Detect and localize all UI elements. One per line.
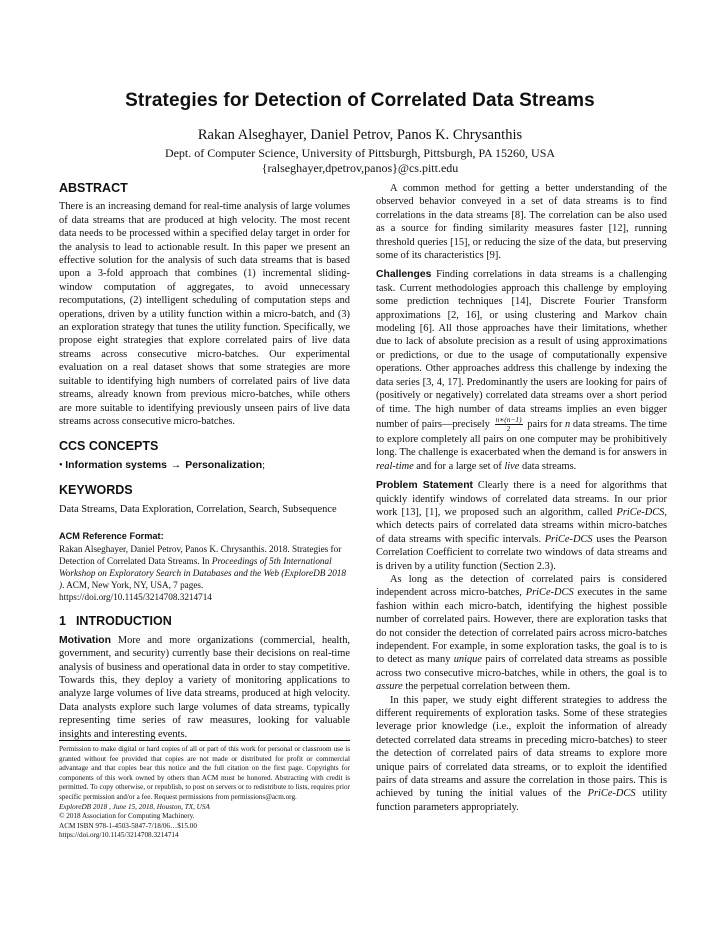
fraction-denominator: 2 <box>506 423 511 433</box>
challenges-runin: Challenges <box>376 269 432 281</box>
acm-reference-heading: ACM Reference Format: <box>59 530 164 541</box>
ccs-item: Information systems <box>65 459 167 471</box>
acm-reference-authors: Rakan Alseghayer, Daniel Petrov, Panos K. Chrysanthis. 2018. Strategies for Detection of Correlated Data Streams. In <box>59 544 342 567</box>
emph-live: live <box>504 460 520 472</box>
problem-statement-paragraph <box>376 479 667 573</box>
section-number: 1 <box>59 614 66 629</box>
strategies-text-b: utility function parameters appropriately. <box>376 788 667 813</box>
isbn-line: ACM ISBN 978-1-4503-5847-7/18/06…$15.00 <box>59 821 197 830</box>
independence-paragraph <box>376 573 667 694</box>
algorithm-name: PriCe-DCS <box>587 788 636 800</box>
challenges-text-a: Finding correlations in data streams is a challenging task. Current methodologies approach this challenge by employing some prediction techniques [14], Discrete Fourier Transform approximations [2, 16], or using clustering and Markov chain modeling [6]. All those approaches have their limitations, whether due to lack of absolute precision as a result of using approximations or predictions, or due to the usage of computationally expensive operations. Other approaches address this challenge by indexing the data series [3, 4, 17]. Predominantly the users are looking for pairs of (positively or negatively) correlated data streams over a short period of time. The high number of data streams implies an even bigger number of pairs—precisely <box>376 269 667 430</box>
abstract-text: There is an increasing demand for real-time analysis of large volumes of data streams that are produced at high velocity. The most recent data needs to be processed within a specified delay target in order for the analysis to lead to actionable result. In this paper we present an effective solution for the analysis of such data streams that is based upon a 3-fold approach that combines (1) incremental sliding-window computation of aggregates, to avoid unnecessary recomputations, (2) intelligent scheduling of computation steps and operations, driven by a utility function within a micro-batch, and (3) an exploration strategy that tunes the utility function. Specifically, we propose eight strategies that explore correlated pairs of live data streams across consecutive micro-batches. Our experimental evaluation on a real dataset shows that some strategies are more suitable to identifying high numbers of correlated pairs of live data streams, already known from previous micro-batches, while others are more suitable to identifying previously unseen pairs of live data streams across consecutive micro-batches. <box>59 201 350 427</box>
ccs-concepts <box>59 459 350 472</box>
permission-footnote <box>59 740 350 841</box>
emph-real-time: real-time <box>376 460 414 472</box>
email-line: {ralseghayer,dpetrov,panos}@cs.pitt.edu <box>261 161 459 175</box>
left-column <box>59 182 350 741</box>
pairs-fraction <box>495 416 523 433</box>
keywords-text: Data Streams, Data Exploration, Correlation, Search, Subsequence <box>59 503 337 515</box>
challenges-text-e: data streams. <box>519 460 577 472</box>
keywords-heading: KEYWORDS <box>59 483 133 498</box>
abstract-heading: ABSTRACT <box>59 181 128 195</box>
independence-text-c: pairs of correlated data streams as possible across two consecutive micro-batches, while in others, the goal is to <box>376 654 667 679</box>
author-affiliation <box>0 146 720 176</box>
independence-text-a: As long as the detection of correlated pairs is considered independent across micro-batches, <box>376 573 667 599</box>
problem-text-b: , which detects pairs of correlated data streams within micro-batches of data streams with specific intervals. <box>376 506 667 545</box>
algorithm-name: PriCe-DCS <box>525 587 574 599</box>
motivation-text: More and more organizations (commercial, health, government, and security) currently base their decisions on real-time analysis of business and operational data in order to stay competitive. Towards this, they deploy a variety of monitoring applications to analyze large volumes of live data streams, produced at high velocity. Data analysts explore such large volumes of data streams, typically representing time series of raw measures, looking for valuable insights and interesting events. <box>59 634 350 740</box>
challenges-text-d: and for a large set of <box>413 460 505 472</box>
challenges-text-c: data streams. The time to explore completely all pairs on one computer may be prohibitively long. The challenge is exacerbated when the demand is for answers in <box>376 418 668 459</box>
algorithm-name: PriCe-DCS <box>544 533 593 545</box>
motivation-runin: Motivation <box>59 634 111 646</box>
emph-unique: unique <box>453 654 482 666</box>
doi-line: https://doi.org/10.1145/3214708.3214714 <box>59 831 179 840</box>
algorithm-name: PriCe-DCS <box>616 506 665 518</box>
ccs-arrow: → <box>170 459 182 471</box>
permission-text: Permission to make digital or hard copies of all or part of this work for personal or classroom use is granted without fee provided that copies are not made or distributed for profit or commercial advantage and that copies bear this notice and the full citation on the first page. Copyrights for components of this work owned by others than ACM must be honored. Abstracting with credit is permitted. To copy otherwise, or republish, to post on servers or to redistribute to lists, requires prior specific permission and/or a fee. Request permissions from permissions@acm.org. <box>59 745 350 801</box>
independence-text-b: executes in the same fashion within each micro-batch, identifying the highest possible number of correlated pairs. However, there are exploration tasks that do not consider the detection of correlated pairs across micro-batches independent. For example, in some exploration tasks, the goal is to is to detect as many <box>376 587 667 666</box>
challenges-paragraph <box>376 268 667 473</box>
author-list: Rakan Alseghayer, Daniel Petrov, Panos K. Chrysanthis <box>197 127 523 143</box>
conference-line: ExploreDB 2018 , June 15, 2018, Houston, TX, USA <box>59 802 210 811</box>
problem-text-a: Clearly there is a need for algorithms that quickly identify windows of correlated data streams. In our prior work [13], [1], we proposed such an algorithm, called <box>376 480 667 518</box>
ccs-bullet: • <box>59 459 63 471</box>
variable-n: n <box>564 418 571 430</box>
problem-text-c: uses the Pearson Correlation Coefficient to correlate two windows of data streams and is driven by a utility function (Section 2.3). <box>376 533 668 572</box>
intro-paragraph-correlations: A common method for getting a better understanding of the observed behavior conveyed in a set of data streams is to find correlations in the data streams [8]. The correlation can be also used as a source for finding similarity measures faster [12], running threshold queries [15], or reducing the size of the data, but preserving some of its characteristics [9]. <box>376 183 667 262</box>
emph-assure: assure <box>376 681 403 693</box>
acm-reference-venue: Proceedings of 5th International Workshop on Exploratory Search in Databases and the Web (ExploreDB 2018 ) <box>59 556 346 591</box>
section-title: INTRODUCTION <box>75 614 172 629</box>
strategies-text-a: In this paper, we study eight different strategies to address the different requirements of exploration tasks. Some of these strategies leverage prior knowledge (i.e., exploit the information of already detected correlated data streams in preceding micro-batches) to steer the detection of correlated pairs of data streams to explore more unique pairs of correlated data streams, or to exploit the identified pairs of data streams and assure the correlation in those pairs. This is achieved by tuning the initial values of the <box>376 694 667 800</box>
right-column <box>376 182 667 814</box>
challenges-text-b: pairs for <box>524 418 565 430</box>
independence-text-d: the perpetual correlation between them. <box>402 681 571 693</box>
ccs-end: ; <box>262 459 265 471</box>
acm-reference-publisher: . ACM, New York, NY, USA, 7 pages. https://doi.org/10.1145/3214708.3214714 <box>59 580 212 603</box>
introduction-heading <box>59 615 350 628</box>
copyright-line: © 2018 Association for Computing Machinery. <box>59 812 195 821</box>
fraction-numerator: n∗(n−1) <box>495 414 522 424</box>
affiliation-line: Dept. of Computer Science, University of Pittsburgh, Pittsburgh, PA 15260, USA <box>164 146 556 160</box>
acm-reference-text <box>59 543 350 603</box>
introduction-paragraph <box>59 634 350 741</box>
paper-title: Strategies for Detection of Correlated Data Streams <box>125 90 595 111</box>
problem-statement-runin: Problem Statement <box>376 480 474 492</box>
strategies-paragraph <box>376 694 667 815</box>
ccs-subitem: Personalization <box>185 459 263 471</box>
ccs-heading: CCS CONCEPTS <box>59 439 159 454</box>
